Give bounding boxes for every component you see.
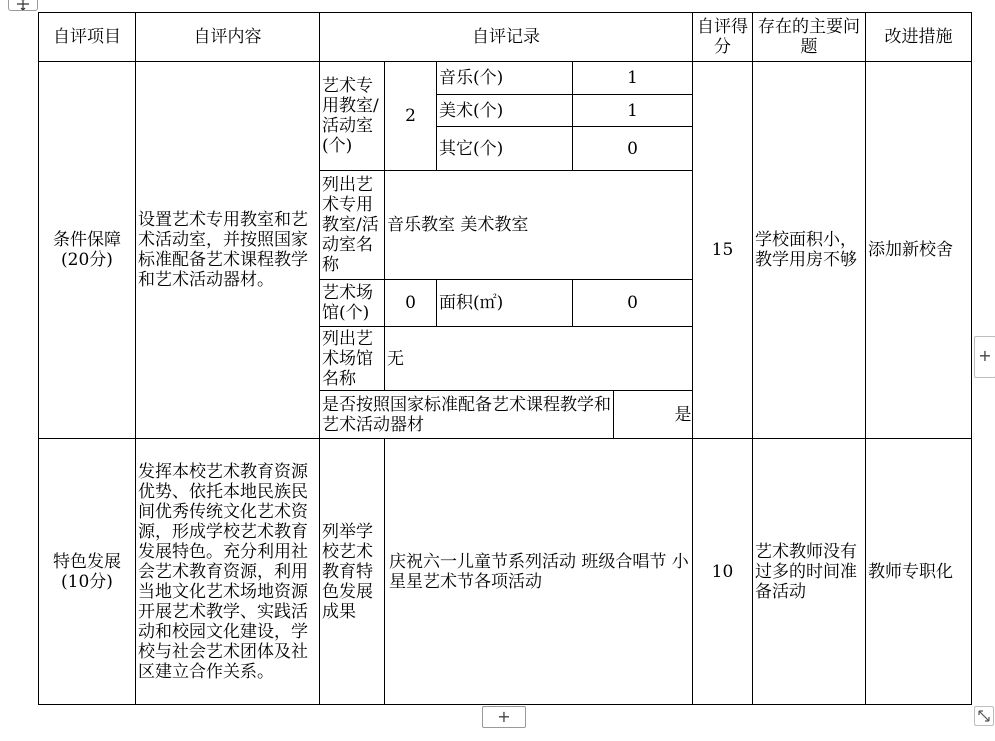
art-value-cell[interactable]: 1: [573, 95, 693, 127]
header-problems[interactable]: 存在的主要问题: [753, 13, 866, 62]
table-header-row: [39, 13, 972, 62]
measures-cell[interactable]: 教师专职化: [866, 439, 972, 705]
resize-handle[interactable]: [974, 706, 994, 726]
add-row-button[interactable]: +: [482, 706, 526, 728]
standard-value-cell[interactable]: 是: [614, 391, 753, 439]
venue-names-label-cell[interactable]: 列出艺术场馆名称: [320, 327, 385, 391]
rooms-label-cell[interactable]: 艺术专用教室/活动室(个): [320, 62, 385, 171]
content-cell[interactable]: 设置艺术专用教室和艺术活动室，并按照国家标准配备艺术课程教学和艺术活动器材。: [136, 62, 320, 439]
content-cell[interactable]: 发挥本校艺术教育资源优势、依托本地民族民间优秀传统文化艺术资源，形成学校艺术教育发展特色。充分利用社会艺术教育资源，利用当地文化艺术场地资源开展艺术教学、实践活动和校园文化建设，学校与社会艺术团体及社区建立合作关系。: [136, 439, 320, 705]
header-content[interactable]: 自评内容: [136, 13, 320, 62]
room-names-label-cell[interactable]: 列出艺术专用教室/活动室名称: [320, 171, 385, 280]
venue-names-cell[interactable]: 无: [385, 327, 693, 391]
header-measures[interactable]: 改进措施: [866, 13, 972, 62]
problems-cell[interactable]: 学校面积小，教学用房不够: [753, 62, 866, 439]
item-cell[interactable]: 特色发展(10分): [39, 439, 136, 705]
table-row: [39, 62, 972, 95]
problems-cell[interactable]: 艺术教师没有过多的时间准备活动: [753, 439, 866, 705]
music-label-cell[interactable]: 音乐(个): [437, 62, 573, 95]
item-cell[interactable]: 条件保障(20分): [39, 62, 136, 439]
table-row: [39, 439, 972, 705]
header-item[interactable]: 自评项目: [39, 13, 136, 62]
achievements-cell[interactable]: 庆祝六一儿童节系列活动 班级合唱节 小星星艺术节各项活动: [385, 439, 693, 705]
measures-cell[interactable]: 添加新校舍: [866, 62, 972, 439]
other-label-cell[interactable]: 其它(个): [437, 127, 573, 171]
other-value-cell[interactable]: 0: [573, 127, 693, 171]
resize-icon: [975, 707, 993, 725]
music-value-cell[interactable]: 1: [573, 62, 693, 95]
room-names-cell[interactable]: 音乐教室 美术教室: [385, 171, 693, 280]
score-cell[interactable]: 15: [693, 62, 753, 439]
header-score[interactable]: 自评得分: [693, 13, 753, 62]
rooms-total-cell[interactable]: 2: [385, 62, 437, 171]
header-record[interactable]: 自评记录: [320, 13, 693, 62]
table-move-handle[interactable]: [8, 0, 38, 11]
add-column-button[interactable]: +: [974, 336, 995, 378]
art-label-cell[interactable]: 美术(个): [437, 95, 573, 127]
move-icon: [17, 0, 29, 10]
self-evaluation-table: [38, 12, 972, 705]
area-value-cell[interactable]: 0: [573, 280, 693, 327]
venue-count-cell[interactable]: 0: [385, 280, 437, 327]
venue-label-cell[interactable]: 艺术场馆(个): [320, 280, 385, 327]
area-label-cell[interactable]: 面积(㎡): [437, 280, 573, 327]
standard-label-cell[interactable]: 是否按照国家标准配备艺术课程教学和艺术活动器材: [320, 391, 614, 439]
achievements-label-cell[interactable]: 列举学校艺术教育特色发展成果: [320, 439, 385, 705]
score-cell[interactable]: 10: [693, 439, 753, 705]
